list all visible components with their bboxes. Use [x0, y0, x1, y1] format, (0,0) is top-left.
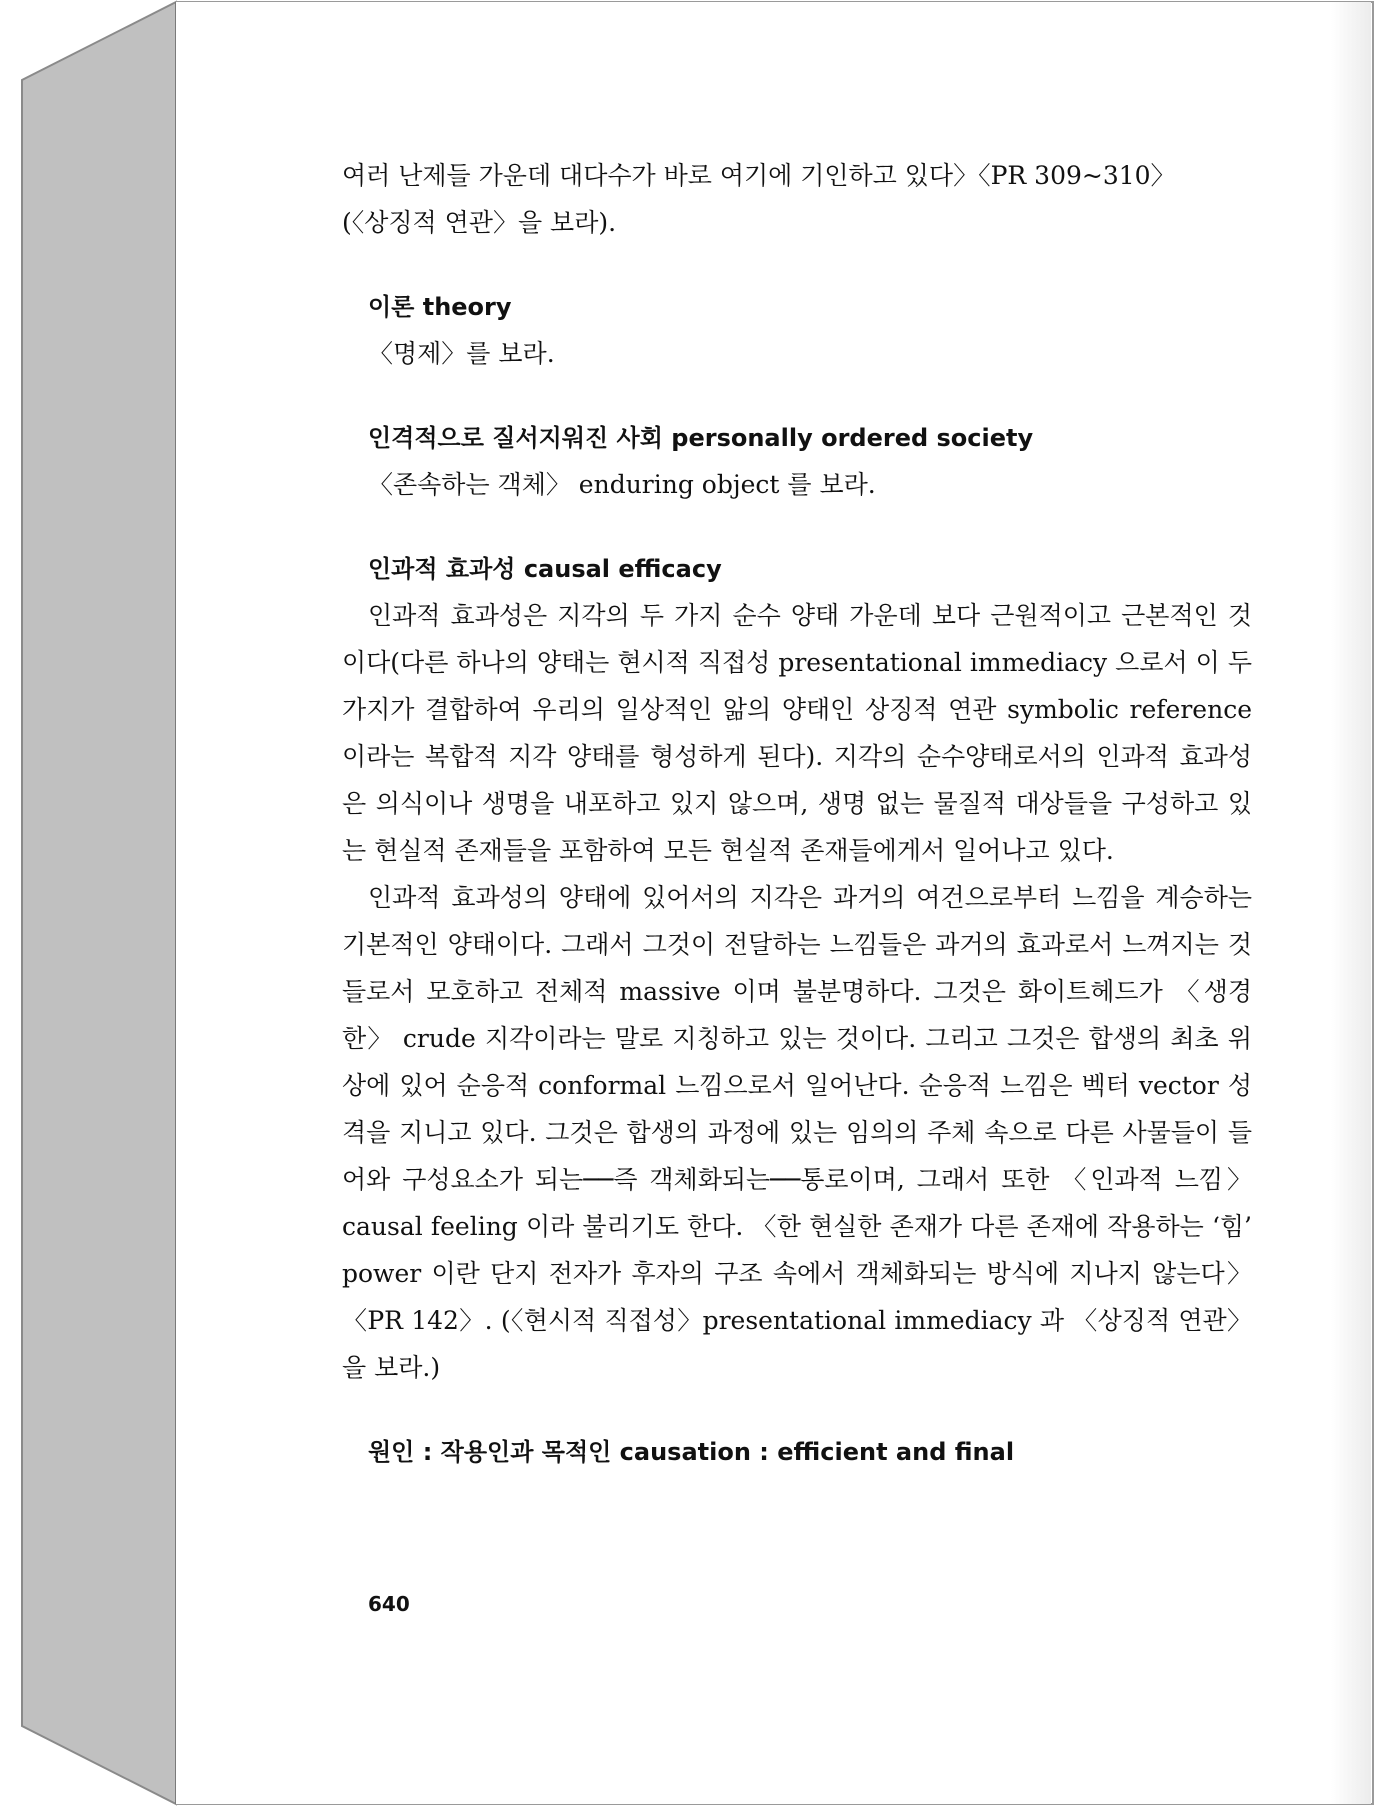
entry-theory: [342, 284, 1252, 377]
entry-paragraph: 인과적 효과성의 양태에 있어서의 지각은 과거의 여건으로부터 느낌을 계승하는 기본적인 양태이다. 그래서 그것이 전달하는 느낌들은 과거의 효과로서 느껴지는 것들로서 모호하고 전체적 massive 이며 불분명하다. 그것은 화이트헤드가 〈생경한〉 crude 지각이라는 말로 지칭하고 있는 것이다. 그리고 그것은 합생의 최초 위상에 있어 순응적 conformal 느낌으로서 일어난다. 순응적 느낌은 벡터 vector 성격을 지니고 있다. 그것은 합생의 과정에 있는 임의의 주체 속으로 다른 사물들이 들어와 구성요소가 되는──즉 객체화되는──통로이며, 그래서 또한 〈인과적 느낌〉 causal feeling 이라 불리기도 한다. 〈한 현실한 존재가 다른 존재에 작용하는 ‘힘’ power 이란 단지 전자가 후자의 구조 속에서 객체화되는 방식에 지나지 않는다〉〈PR 142〉. (〈현시적 직접성〉presentational immediacy 과 〈상징적 연관〉을 보라.): [342, 883, 1252, 1382]
entry-heading: 인격적으로 질서지워진 사회 personally ordered society: [368, 424, 1034, 452]
continued-line-1: 여러 난제들 가운데 대다수가 바로 여기에 기인하고 있다〉〈PR 309~310〉: [342, 161, 1176, 190]
entry-heading: 인과적 효과성 causal efficacy: [368, 555, 722, 583]
page-text: [342, 152, 1252, 1475]
book-page: [176, 2, 1371, 1804]
page-number: 640: [368, 1592, 410, 1616]
entry-causal-efficacy: [342, 546, 1252, 1391]
entry-personally-ordered-society: [342, 415, 1252, 508]
book-spine: [22, 2, 176, 1804]
entry-heading: 이론 theory: [368, 293, 512, 321]
entry-heading: 원인 : 작용인과 목적인 causation : efficient and final: [368, 1438, 1015, 1466]
entry-body: 〈존속하는 객체〉 enduring object 를 보라.: [368, 470, 876, 499]
entry-paragraph: 인과적 효과성은 지각의 두 가지 순수 양태 가운데 보다 근원적이고 근본적인 것이다(다른 하나의 양태는 현시적 직접성 presentational immediacy 으로서 이 두 가지가 결합하여 우리의 일상적인 앎의 양태인 상징적 연관 symbolic reference 이라는 복합적 지각 양태를 형성하게 된다). 지각의 순수양태로서의 인과적 효과성은 의식이나 생명을 내포하고 있지 않으며, 생명 없는 물질적 대상들을 구성하고 있는 현실적 존재들을 포함하여 모든 현실적 존재들에게서 일어나고 있다.: [342, 601, 1252, 865]
entry-body: 〈명제〉를 보라.: [368, 339, 555, 368]
page-shadow: [1331, 2, 1371, 1804]
entry-causation: [342, 1429, 1252, 1475]
continued-line-2: (〈상징적 연관〉을 보라).: [342, 208, 617, 237]
